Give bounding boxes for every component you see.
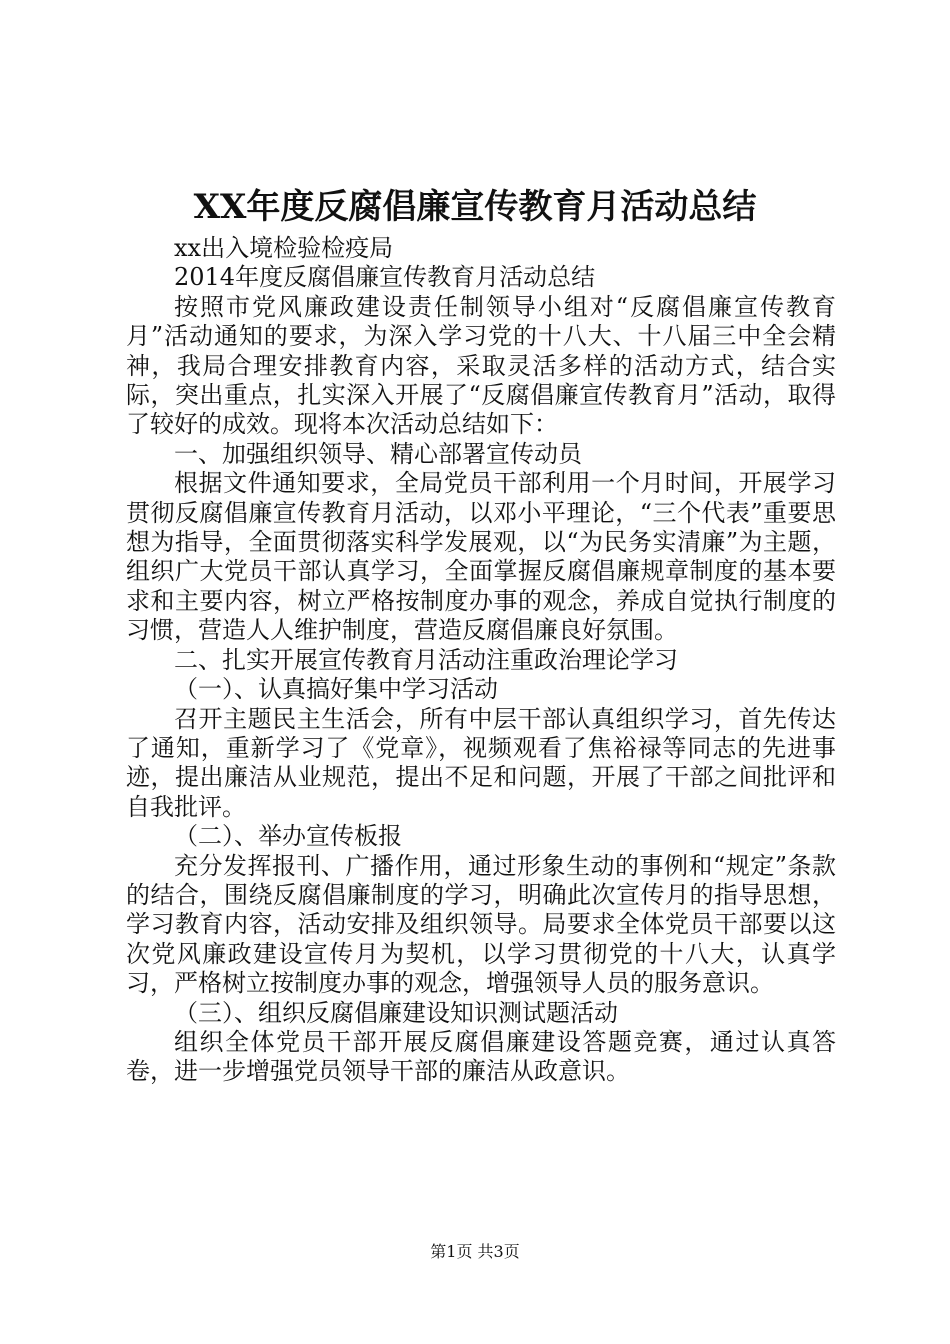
body-paragraph: 充分发挥报刊、广播作用，通过形象生动的事例和“规定”条款的结合，围绕反腐倡廉制度的学习，明确此次宣传月的指导思想，学习教育内容，活动安排及组织领导。局要求全体党员干部要以这次党风廉政建设宣传月为契机，以学习贯彻党的十八大，认真学习，严格树立按制度办事的观念，增强领导人员的服务意识。 xyxy=(126,851,836,998)
subsection-heading: （三）、组织反腐倡廉建设知识测试题活动 xyxy=(174,998,618,1027)
subsection-heading: （一）、认真搞好集中学习活动 xyxy=(174,675,498,704)
document-title: XX年度反腐倡廉宣传教育月活动总结 xyxy=(193,187,757,227)
page-number: 第1页 共3页 xyxy=(430,1242,520,1261)
body-paragraph: 召开主题民主生活会，所有中层干部认真组织学习，首先传达了通知，重新学习了《党章》，视频观看了焦裕禄等同志的先进事迹，提出廉洁从业规范，提出不足和问题，开展了干部之间批评和自我批评。 xyxy=(126,704,836,821)
body-paragraph: 组织全体党员干部开展反腐倡廉建设答题竞赛，通过认真答卷，进一步增强党员领导干部的廉洁从政意识。 xyxy=(126,1027,836,1086)
section-heading: 二、扎实开展宣传教育月活动注重政治理论学习 xyxy=(174,645,678,674)
document-body xyxy=(126,234,836,1087)
body-paragraph: 按照市党风廉政建设责任制领导小组对“反腐倡廉宣传教育月”活动通知的要求，为深入学习党的十八大、十八届三中全会精神，我局合理安排教育内容，采取灵活多样的活动方式，结合实际，突出重点，扎实深入开展了“反腐倡廉宣传教育月”活动，取得了较好的成效。现将本次活动总结如下： xyxy=(126,292,836,439)
section-heading: 一、加强组织领导、精心部署宣传动员 xyxy=(174,439,582,468)
issuer-line: xx出入境检验检疫局 xyxy=(174,234,394,262)
body-paragraph: 根据文件通知要求，全局党员干部利用一个月时间，开展学习贯彻反腐倡廉宣传教育月活动，以邓小平理论，“三个代表”重要思想为指导，全面贯彻落实科学发展观，以“为民务实清廉”为主题，组织广大党员干部认真学习，全面掌握反腐倡廉规章制度的基本要求和主要内容，树立严格按制度办事的观念，养成自觉执行制度的习惯，营造人人维护制度，营造反腐倡廉良好氛围。 xyxy=(126,469,836,645)
subsection-heading: （二）、举办宣传板报 xyxy=(174,822,402,851)
subtitle-line: 2014年度反腐倡廉宣传教育月活动总结 xyxy=(174,263,596,292)
